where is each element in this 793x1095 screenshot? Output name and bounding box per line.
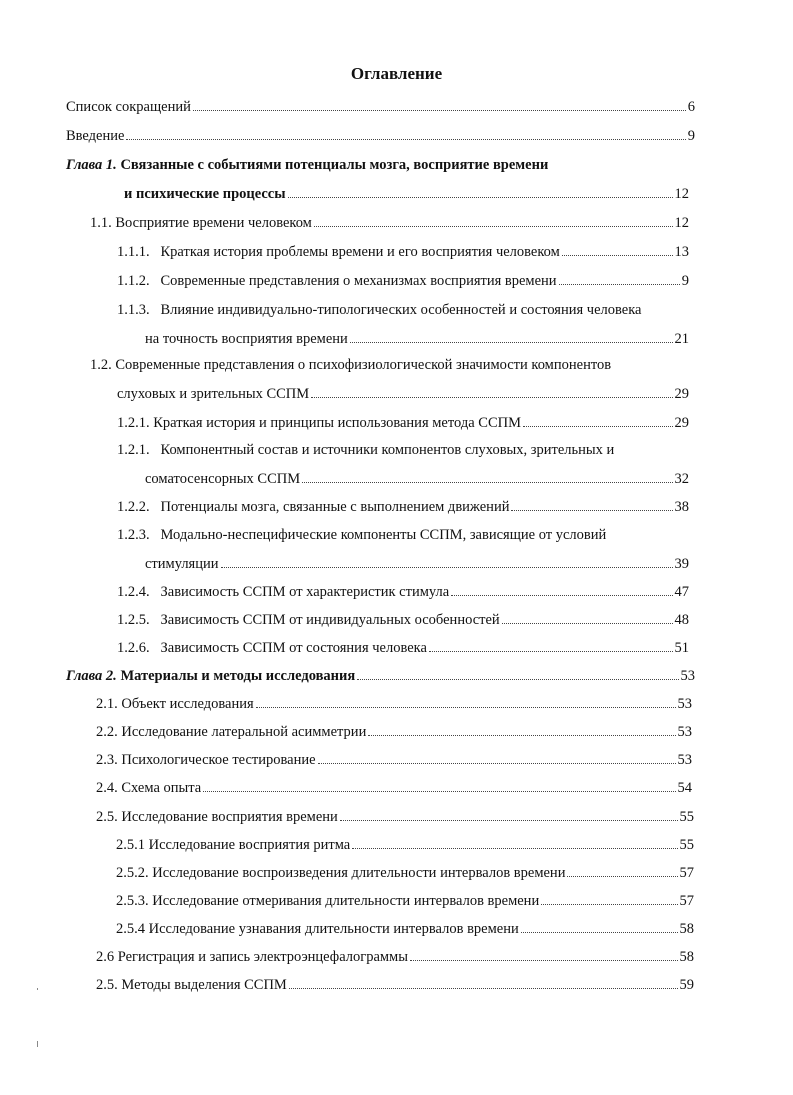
toc-page-number: 55 [679,809,694,825]
toc-entry-1-1-3[interactable] [117,297,641,319]
toc-entry-introduction[interactable] [66,123,695,145]
toc-page-number: 12 [674,186,689,202]
dot-leader [541,900,677,905]
toc-entry-abbreviations[interactable] [66,94,695,116]
dot-leader [314,222,673,227]
toc-entry-text: 2.5.4 Исследование узнавания длительности интервалов времени [116,921,519,937]
toc-entry-text: 2.2. Исследование латеральной асимметрии [96,724,367,740]
toc-entry-text-continued: стимуляции [145,556,219,572]
dot-leader [429,647,673,652]
toc-page-number: 47 [674,584,689,600]
toc-entry-1-1-1[interactable] [117,239,689,261]
dot-leader [523,422,673,427]
toc-entry-2-5-3[interactable] [116,888,694,910]
toc-entry-text: 2.1. Объект исследования [96,696,254,712]
toc-entry-text: 2.5. Исследование восприятия времени [96,809,338,825]
toc-entry-1-2-3[interactable] [117,522,606,544]
dot-leader [559,280,680,285]
scan-mark [37,988,38,990]
dot-leader [289,984,678,989]
toc-entry-text: 2.5.2. Исследование воспроизведения длительности интервалов времени [116,865,566,881]
dot-leader [521,928,678,933]
dot-leader [410,956,678,961]
dot-leader [368,731,675,736]
toc-page-number: 53 [680,668,695,684]
chapter-label: Глава 1. [66,157,117,173]
toc-entry-text: 1.2.3. Модально-неспецифические компоненты ССПМ, зависящие от условий [117,527,607,543]
toc-page-number: 58 [679,949,694,965]
toc-entry-2-4[interactable] [96,775,692,797]
toc-page-number: 12 [674,215,689,231]
toc-entry-text: 2.5.1 Исследование восприятия ритма [116,837,351,853]
toc-entry-text: 1.1.3. Влияние индивидуально-типологических особенностей и состояния человека [117,302,642,318]
toc-entry-1-1[interactable] [90,210,689,232]
toc-chapter-1-heading[interactable] [66,152,548,174]
toc-entry-1-2-2[interactable] [117,494,689,516]
toc-entry-2-6[interactable] [96,944,694,966]
toc-entry-text: 1.1.1. Краткая история проблемы времени и его восприятия человеком [117,244,560,260]
toc-entry-1-2-3-continuation[interactable] [145,551,689,573]
dot-leader [352,844,677,849]
dot-leader [511,506,672,511]
toc-entry-text-continued: слуховых и зрительных ССПМ [117,386,310,402]
toc-page-number: 32 [674,471,689,487]
toc-entry-1-1-3-continuation[interactable] [145,326,689,348]
dot-leader [567,872,677,877]
toc-entry-1-1-2[interactable] [117,268,689,290]
scan-mark [37,1041,38,1047]
dot-leader [221,563,673,568]
toc-entry-text: 1.2.1. Компонентный состав и источники компонентов слуховых, зрительных и [117,442,615,458]
toc-entry-text: 1.2. Современные представления о психофизиологической значимости компонентов [90,357,612,373]
toc-entry-text: 2.4. Схема опыта [96,780,202,796]
toc-page-number: 29 [674,386,689,402]
toc-page-number: 53 [677,696,692,712]
toc-page-number: 48 [674,612,689,628]
toc-entry-text: 1.1.2. Современные представления о механизмах восприятия времени [117,273,557,289]
toc-page-number: 58 [679,921,694,937]
toc-entry-1-2-6[interactable] [117,635,689,657]
dot-leader [451,591,672,596]
dot-leader [340,816,678,821]
toc-page-number: 53 [677,752,692,768]
toc-entry-text: 2.6 Регистрация и запись электроэнцефалограммы [96,949,408,965]
dot-leader [302,478,672,483]
toc-entry-2-5-methods[interactable] [96,972,694,994]
toc-page-number: 9 [681,273,689,289]
toc-page-number: 29 [674,415,689,431]
toc-entry-1-2-4[interactable] [117,579,689,601]
chapter-label: Глава 2. [66,668,117,684]
toc-entry-2-5-2[interactable] [116,860,694,882]
dot-leader [126,135,685,140]
toc-entry-text-continued: на точность восприятия времени [145,331,348,347]
toc-entry-text: 1.2.4. Зависимость ССПМ от характеристик стимула [117,584,450,600]
toc-entry-text: 2.5.3. Исследование отмеривания длительности интервалов времени [116,893,540,909]
toc-chapter-2-heading[interactable] [66,663,695,685]
dot-leader [357,675,678,680]
toc-entry-2-5-1[interactable] [116,832,694,854]
toc-entry-2-5-4[interactable] [116,916,694,938]
toc-entry-1-2-1-b-continuation[interactable] [145,466,689,488]
chapter-title: Материалы и методы исследования [120,668,356,684]
dot-leader [311,393,672,398]
chapter-title-continued: и психические процессы [124,186,286,202]
toc-entry-text-continued: соматосенсорных ССПМ [145,471,301,487]
toc-chapter-1-continuation[interactable] [124,181,689,203]
dot-leader [562,251,673,256]
toc-entry-2-2[interactable] [96,719,692,741]
toc-page-number: 13 [674,244,689,260]
toc-entry-text: 2.5. Методы выделения ССПМ [96,977,287,993]
toc-page-number: 6 [687,99,695,115]
toc-page-number: 38 [674,499,689,515]
toc-page-number: 59 [679,977,694,993]
toc-entry-1-2[interactable] [90,352,611,374]
toc-entry-text: Список сокращений [66,99,191,115]
page-title: Оглавление [350,64,443,83]
toc-entry-1-2-continuation[interactable] [117,381,689,403]
toc-page-number: 51 [674,640,689,656]
toc-page-number: 54 [677,780,692,796]
toc-entry-text: Введение [66,128,125,144]
toc-entry-text: 1.2.6. Зависимость ССПМ от состояния человека [117,640,427,656]
dot-leader [193,106,686,111]
dot-leader [502,619,673,624]
chapter-title: Связанные с событиями потенциалы мозга, восприятие времени [120,157,549,173]
dot-leader [318,759,676,764]
toc-page-number: 9 [687,128,695,144]
toc-entry-text: 1.2.2. Потенциалы мозга, связанные с выполнением движений [117,499,510,515]
toc-page-number: 53 [677,724,692,740]
toc-entry-2-1[interactable] [96,691,692,713]
toc-entry-1-2-5[interactable] [117,607,689,629]
toc-page-number: 55 [679,837,694,853]
toc-entry-1-2-1-a[interactable] [117,410,689,432]
toc-entry-1-2-1-b[interactable] [117,437,614,459]
toc-entry-text: 1.1. Восприятие времени человеком [90,215,312,231]
dot-leader [288,193,673,198]
toc-page-number: 39 [674,556,689,572]
toc-entry-2-3[interactable] [96,747,692,769]
toc-entry-text: 1.2.5. Зависимость ССПМ от индивидуальных особенностей [117,612,500,628]
toc-page-number: 57 [679,865,694,881]
toc-entry-2-5[interactable] [96,804,694,826]
toc-page-number: 57 [679,893,694,909]
toc-page-number: 21 [674,331,689,347]
toc-entry-text: 2.3. Психологическое тестирование [96,752,316,768]
dot-leader [203,787,675,792]
dot-leader [256,703,676,708]
dot-leader [350,338,673,343]
toc-entry-text: 1.2.1. Краткая история и принципы использования метода ССПМ [117,415,521,431]
